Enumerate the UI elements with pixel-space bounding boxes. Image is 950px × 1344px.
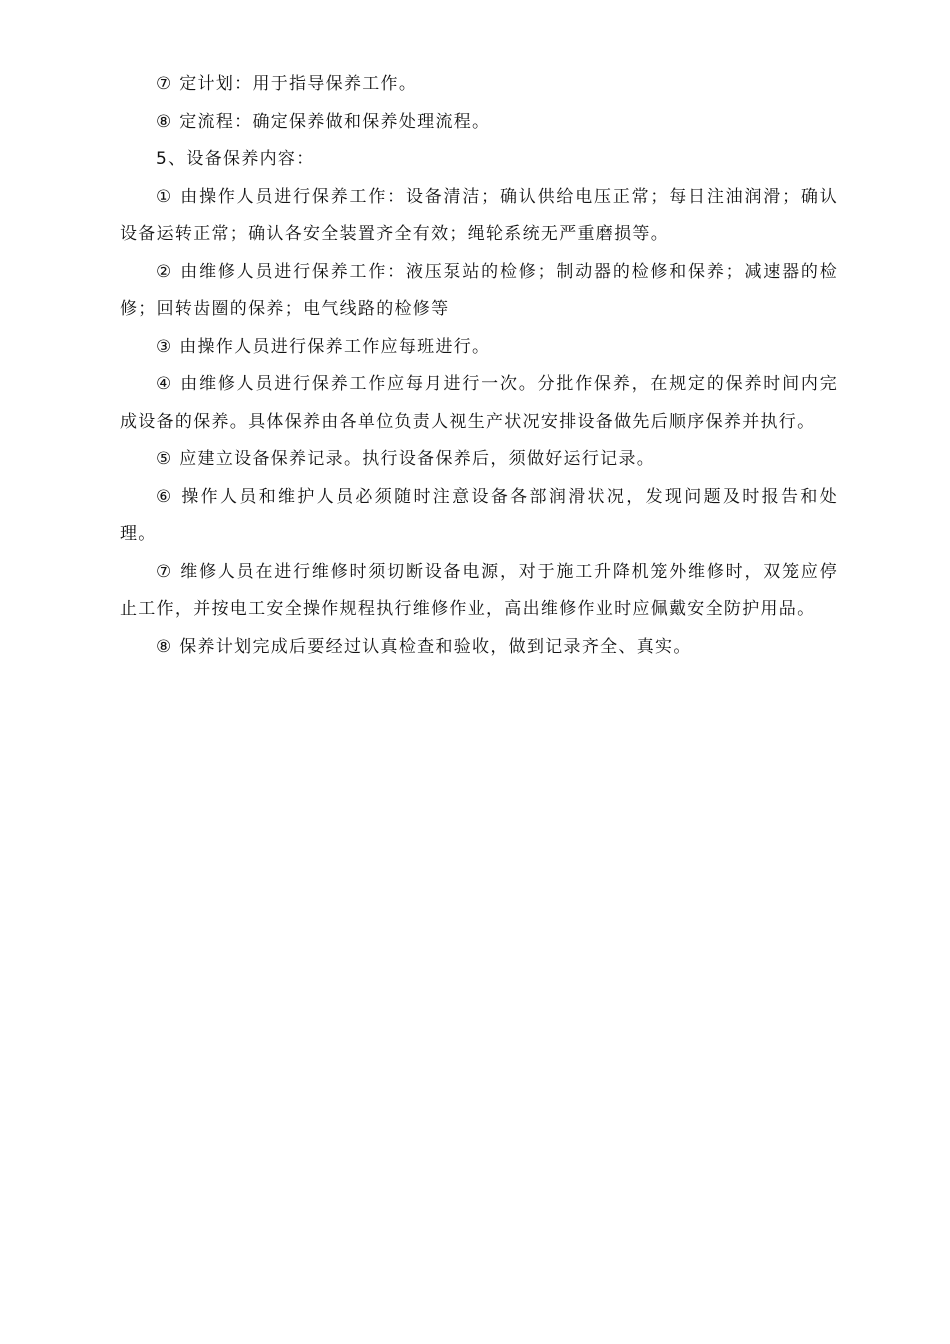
paragraph-monthly-maintenance: ④ 由维修人员进行保养工作应每月进行一次。分批作保养，在规定的保养时间内完成设备的保养。具体保养由各单位负责人视生产状况安排设备做先后顺序保养并执行。: [120, 374, 838, 432]
paragraph-shift-maintenance: ③ 由操作人员进行保养工作应每班进行。: [156, 336, 491, 357]
document-page: [120, 66, 838, 666]
paragraph-process: ⑧ 定流程：确定保养做和保养处理流程。: [156, 111, 491, 132]
paragraph-safety-repair: ⑦ 维修人员在进行维修时须切断设备电源，对于施工升降机笼外维修时，双笼应停止工作，并按电工安全操作规程执行维修作业，高出维修作业时应佩戴安全防护用品。: [120, 561, 838, 619]
paragraph-operator-maintenance: ① 由操作人员进行保养工作：设备清洁；确认供给电压正常；每日注油润滑；确认设备运转正常；确认各安全装置齐全有效；绳轮系统无严重磨损等。: [120, 186, 838, 244]
section-heading-maintenance-content: 5、设备保养内容：: [156, 149, 315, 169]
paragraph-lubrication-check: ⑥ 操作人员和维护人员必须随时注意设备各部润滑状况，发现问题及时报告和处理。: [120, 486, 838, 544]
paragraph-plan: ⑦ 定计划：用于指导保养工作。: [156, 74, 418, 94]
paragraph-repair-maintenance: ② 由维修人员进行保养工作：液压泵站的检修；制动器的检修和保养；减速器的检修；回转齿圈的保养；电气线路的检修等: [120, 261, 838, 319]
paragraph-inspection-acceptance: ⑧ 保养计划完成后要经过认真检查和验收，做到记录齐全、真实。: [156, 636, 692, 657]
paragraph-maintenance-records: ⑤ 应建立设备保养记录。执行设备保养后，须做好运行记录。: [156, 449, 656, 469]
